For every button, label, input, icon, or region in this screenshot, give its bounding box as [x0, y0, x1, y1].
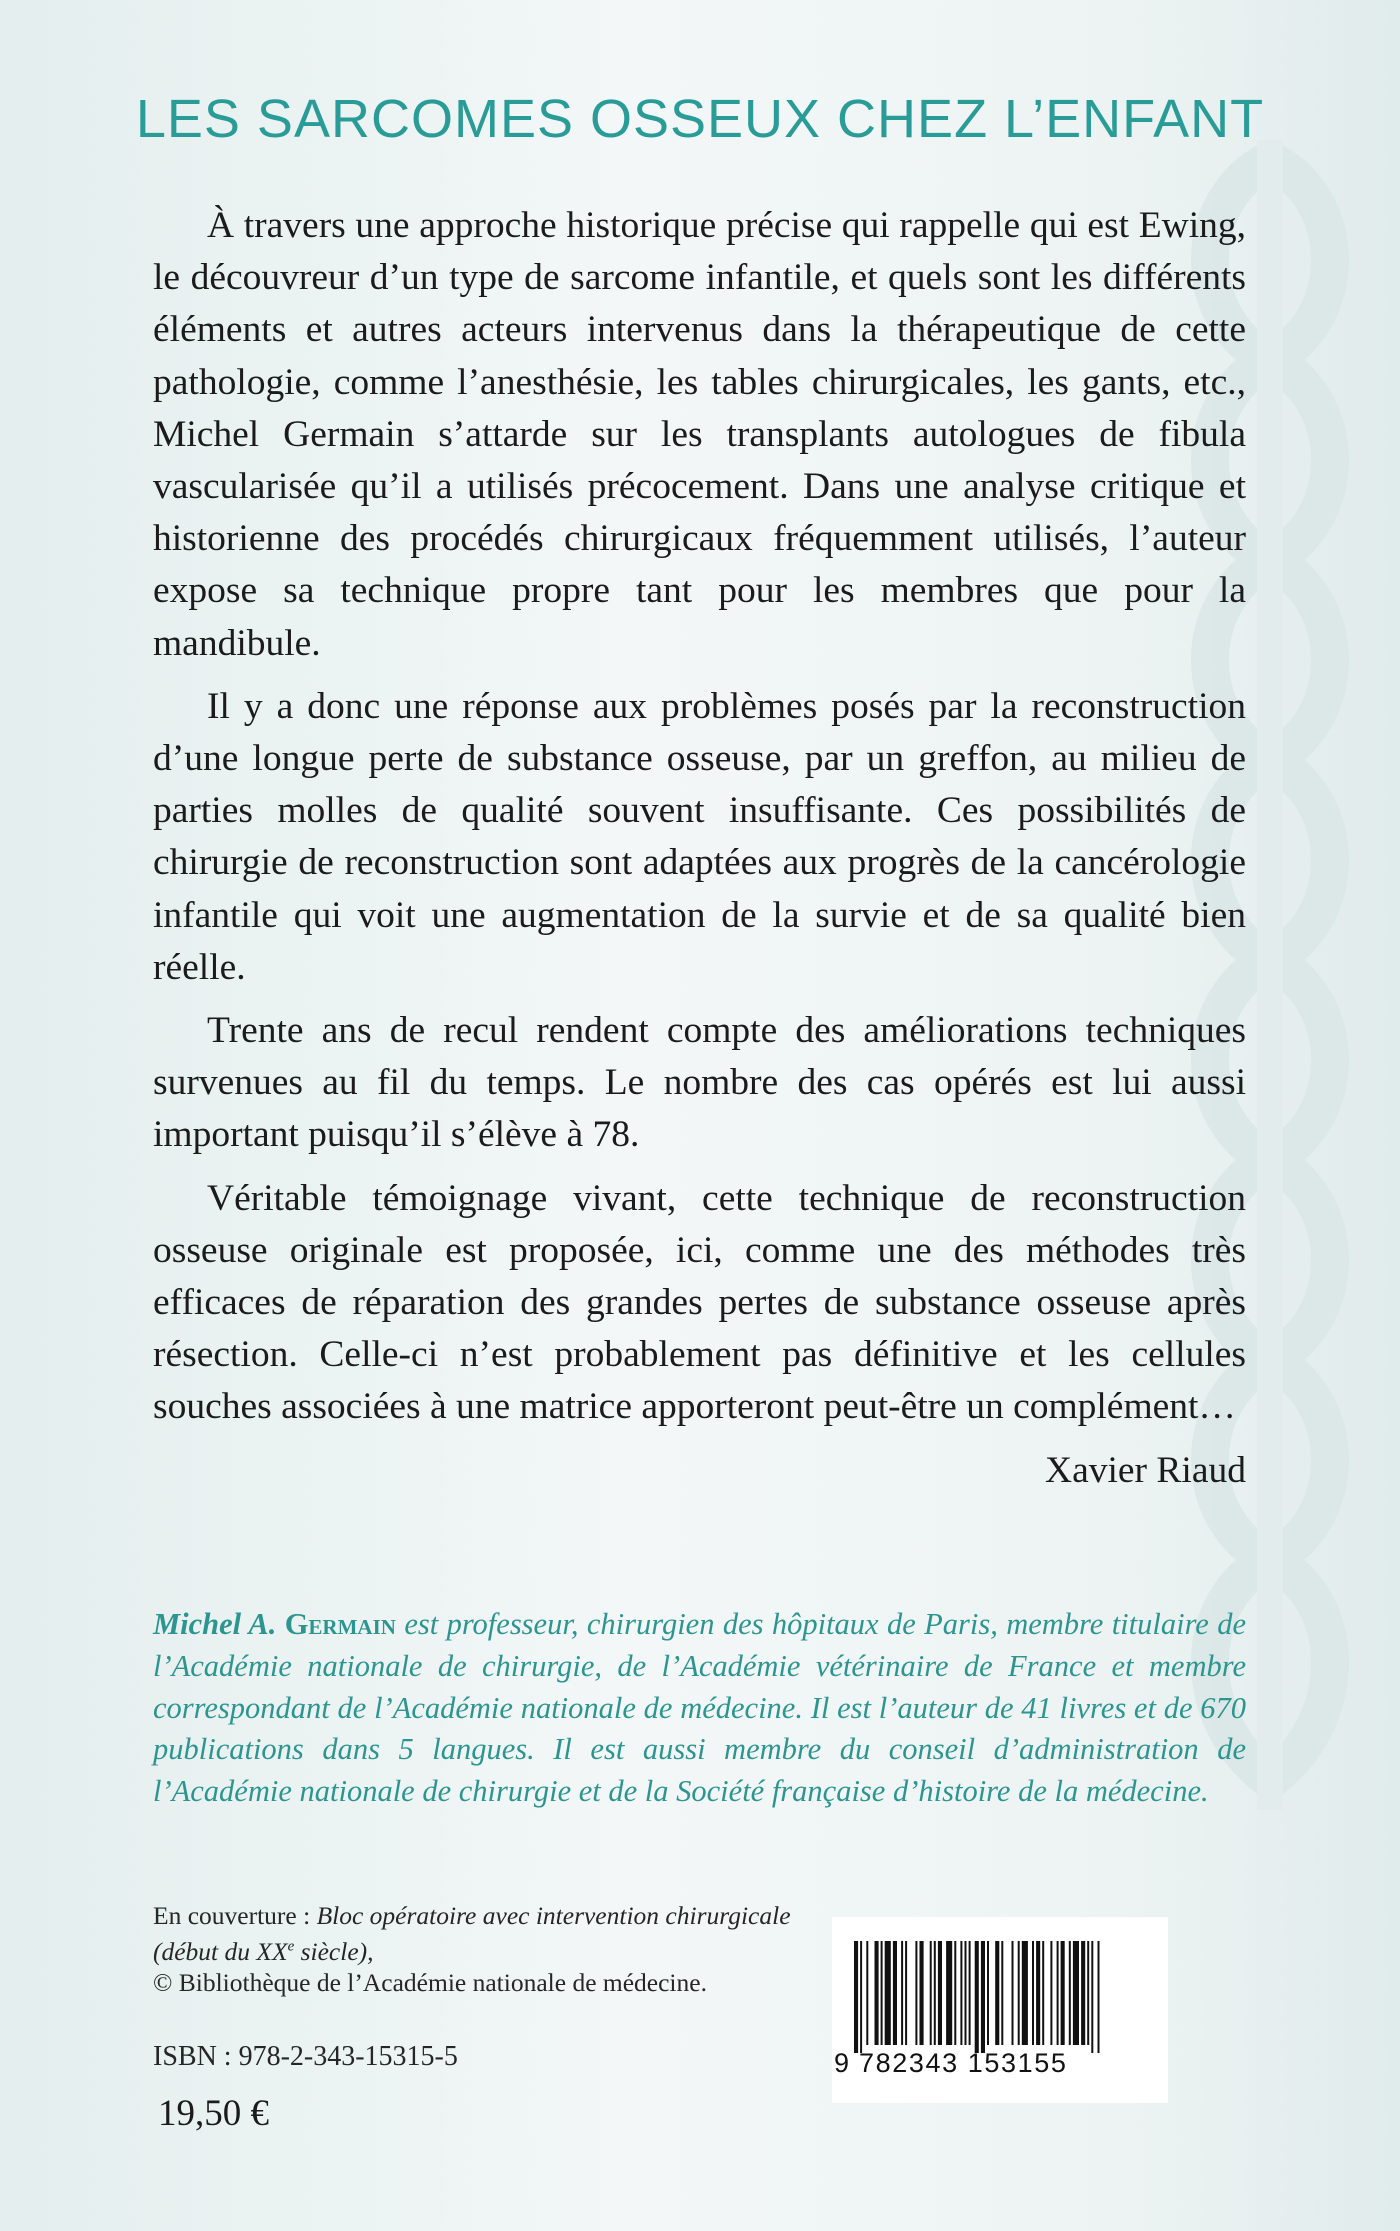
- barcode-bar: [1087, 1941, 1089, 2045]
- barcode-bar: [938, 1941, 942, 2045]
- barcode-bar: [1032, 1941, 1034, 2045]
- barcode-bar: [893, 1941, 897, 2045]
- barcode-bar: [1012, 1941, 1014, 2045]
- author-bio: [153, 1604, 1246, 1813]
- isbn: ISBN : 978-2-343-15315-5: [153, 2041, 458, 2072]
- barcode-bar: [1018, 1941, 1020, 2045]
- back-cover-blurb: [153, 200, 1246, 1497]
- barcode-bar: [1091, 1941, 1093, 2053]
- barcode-bar: [901, 1941, 903, 2045]
- barcode-bar: [875, 1941, 879, 2045]
- blurb-paragraph: Véritable témoignage vivant, cette technique de reconstruction osseuse originale est proposée, ici, comme une des méthodes très efficaces de réparation des grandes pertes de substance osseuse après résection. Celle-ci n’est probablement pas définitive et les cellules souches associées à une matrice apporteront peut-être un complément…: [153, 1177, 1246, 1428]
- barcode-bar: [1061, 1941, 1065, 2045]
- barcode-digits: 782343 153155: [859, 2048, 1068, 2078]
- barcode-bar: [946, 1941, 952, 2045]
- barcode-bar: [920, 1941, 924, 2045]
- barcode-bar: [934, 1941, 936, 2045]
- blurb-paragraph: Il y a donc une réponse aux problèmes posés par la reconstruction d’une longue perte de substance osseuse, par un greffon, au milieu de parties molles de qualité souvent insuffisante. Ces possibilités de chirurgie de reconstruction sont adaptées aux progrès de la cancérologie infantile qui voit une augmentation de la survie et de sa qualité bien réelle.: [153, 685, 1246, 988]
- barcode-bar: [981, 1941, 985, 2053]
- author-bio-text: est professeur, chirurgien des hôpitaux de Paris, membre titulaire de l’Académie nationale de chirurgie, de l’Académie vétérinaire de France et membre correspondant de l’Académie nationale de médecine. Il est l’auteur de 41 livres et de 670 publications dans 5 langues. Il est aussi membre du conseil d’administration de l’Académie nationale de chirurgie et de la Société française d’histoire de la médecine.: [153, 1607, 1247, 1809]
- barcode-first-digit: 9: [834, 2048, 850, 2078]
- barcode-bar: [1050, 1941, 1052, 2045]
- barcode-bar: [915, 1941, 917, 2045]
- blurb-paragraph: Trente ans de recul rendent compte des améliorations techniques survenues au fil du temps. Le nombre des cas opérés est lui aussi important puisqu’il s’élève à 78.: [153, 1010, 1246, 1156]
- barcode-bar: [987, 1941, 989, 2045]
- barcode-bars: [854, 1941, 1150, 2053]
- barcode-bar: [866, 1941, 868, 2045]
- blurb-paragraph: À travers une approche historique précise qui rappelle qui est Ewing, le découvreur d’un type de sarcome infantile, et quels sont les différents éléments et autres acteurs intervenus dans la thérapeutique de cette pathologie, comme l’anesthésie, les tables chirurgicales, les gants, etc., Michel Germain s’attarde sur les transplants autologues de fibula vascularisée qu’il a utilisés précocement. Dans une analyse critique et historienne des procédés chirurgicaux fréquemment utilisés, l’auteur expose sa technique propre tant pour les membres que pour la mandibule.: [153, 205, 1246, 664]
- barcode-bar: [1098, 1941, 1100, 2053]
- barcode-bar: [1036, 1941, 1040, 2045]
- barcode-bar: [881, 1941, 883, 2045]
- author-last-name: Germain: [284, 1607, 396, 1641]
- barcode-bar: [1057, 1941, 1059, 2045]
- barcode-bar: [1081, 1941, 1085, 2045]
- credits-caption-text: Bloc opératoire avec intervention chirurgicale (début du XX: [153, 1901, 791, 1966]
- barcode-bar: [860, 1941, 862, 2053]
- barcode: [832, 1917, 1168, 2103]
- barcode-bar: [969, 1941, 971, 2045]
- credits-caption-end: siècle),: [294, 1936, 374, 1966]
- price: 19,50 €: [158, 2093, 269, 2134]
- book-title: LES SARCOMES OSSEUX CHEZ L’ENFANT: [135, 89, 1265, 149]
- barcode-bar: [1001, 1941, 1003, 2045]
- barcode-bar: [965, 1941, 967, 2045]
- barcode-bar: [1042, 1941, 1044, 2045]
- barcode-bar: [905, 1941, 907, 2045]
- cover-credits: [153, 1900, 803, 1998]
- barcode-bar: [975, 1941, 979, 2053]
- barcode-bar: [930, 1941, 932, 2045]
- author-first-name: Michel A.: [153, 1607, 277, 1641]
- credits-caption-sup: e: [287, 1938, 295, 1954]
- barcode-bar: [960, 1941, 962, 2045]
- credits-prefix: En couverture :: [153, 1901, 311, 1930]
- barcode-bar: [885, 1941, 891, 2045]
- barcode-bar: [1022, 1941, 1028, 2045]
- barcode-bar: [854, 1941, 858, 2053]
- credits-copyright: © Bibliothèque de l’Académie nationale de médecine.: [153, 1967, 707, 1997]
- barcode-bar: [1069, 1941, 1071, 2045]
- barcode-bar: [954, 1941, 956, 2045]
- blurb-signature: Xavier Riaud: [1045, 1449, 1246, 1491]
- barcode-bar: [1073, 1941, 1079, 2045]
- barcode-bar: [995, 1941, 999, 2045]
